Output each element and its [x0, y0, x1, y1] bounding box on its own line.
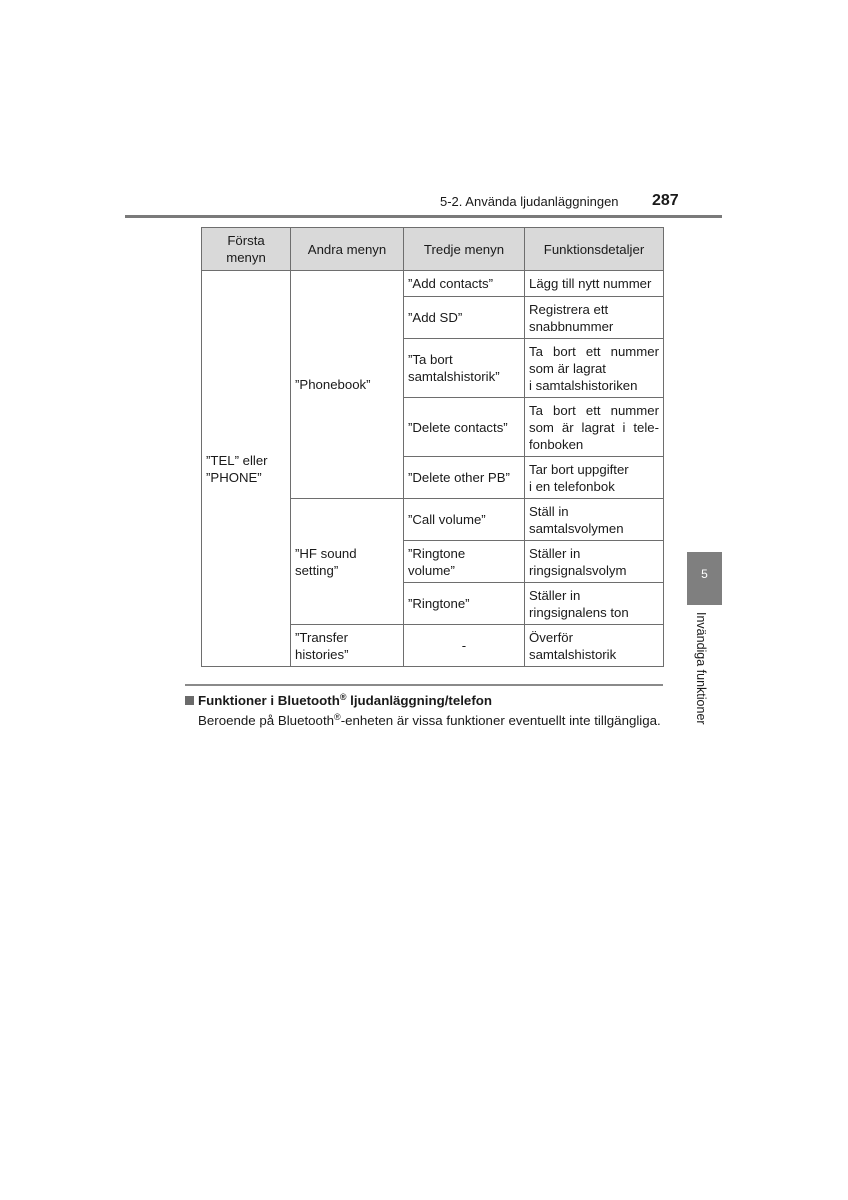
section-divider	[185, 684, 663, 686]
square-bullet-icon	[185, 696, 194, 705]
menu-table	[201, 227, 664, 667]
detail-cell: Registrera ett snabbnummer	[525, 297, 664, 339]
second-menu-cell: ”Transfer histories”	[291, 625, 404, 667]
first-menu-cell: ”TEL” eller ”PHONE”	[202, 271, 291, 667]
detail-cell: Lägg till nytt nummer	[525, 271, 664, 297]
column-header-function-details: Funktionsdetaljer	[525, 228, 664, 271]
third-menu-cell: ”Ta bort samtalshistorik”	[404, 339, 525, 398]
header-divider	[125, 215, 722, 218]
section-body-text: Beroende på Bluetooth®-enheten är vissa funktioner eventuellt inte tillgängliga.	[198, 712, 661, 728]
detail-cell: Ställer in ringsignalsvolym	[525, 541, 664, 583]
detail-cell: Överför samtalshistorik	[525, 625, 664, 667]
section-heading: Funktioner i Bluetooth® ljudanläggning/telefon	[185, 692, 492, 710]
column-header-third-menu: Tredje menyn	[404, 228, 525, 271]
second-menu-cell: ”HF sound setting”	[291, 499, 404, 625]
detail-cell: Ställ in samtalsvolymen	[525, 499, 664, 541]
detail-cell: Ställer in ringsignalens ton	[525, 583, 664, 625]
third-menu-cell: ”Ringtone volume”	[404, 541, 525, 583]
table-row	[202, 271, 664, 297]
second-menu-cell: ”Phonebook”	[291, 271, 404, 499]
detail-cell: Ta bort ett nummer som är lagrat i tele-fonboken	[525, 398, 664, 457]
third-menu-cell: ”Call volume”	[404, 499, 525, 541]
chapter-number: 5	[701, 567, 708, 581]
section-title: 5-2. Använda ljudanläggningen	[440, 194, 619, 209]
table-header-row	[202, 228, 664, 271]
detail-cell: Tar bort uppgifter i en telefonbok	[525, 457, 664, 499]
column-header-first-menu: Första menyn	[202, 228, 291, 271]
third-menu-cell: ”Add contacts”	[404, 271, 525, 297]
third-menu-cell: ”Delete other PB”	[404, 457, 525, 499]
third-menu-cell: ”Ringtone”	[404, 583, 525, 625]
third-menu-cell: -	[404, 625, 525, 667]
third-menu-cell: ”Add SD”	[404, 297, 525, 339]
third-menu-cell: ”Delete contacts”	[404, 398, 525, 457]
page-number: 287	[652, 192, 679, 209]
chapter-title: Invändiga funktioner	[694, 612, 708, 725]
detail-cell: Ta bort ett nummer som är lagrat i samtalshistoriken	[525, 339, 664, 398]
column-header-second-menu: Andra menyn	[291, 228, 404, 271]
chapter-tab	[687, 552, 722, 605]
